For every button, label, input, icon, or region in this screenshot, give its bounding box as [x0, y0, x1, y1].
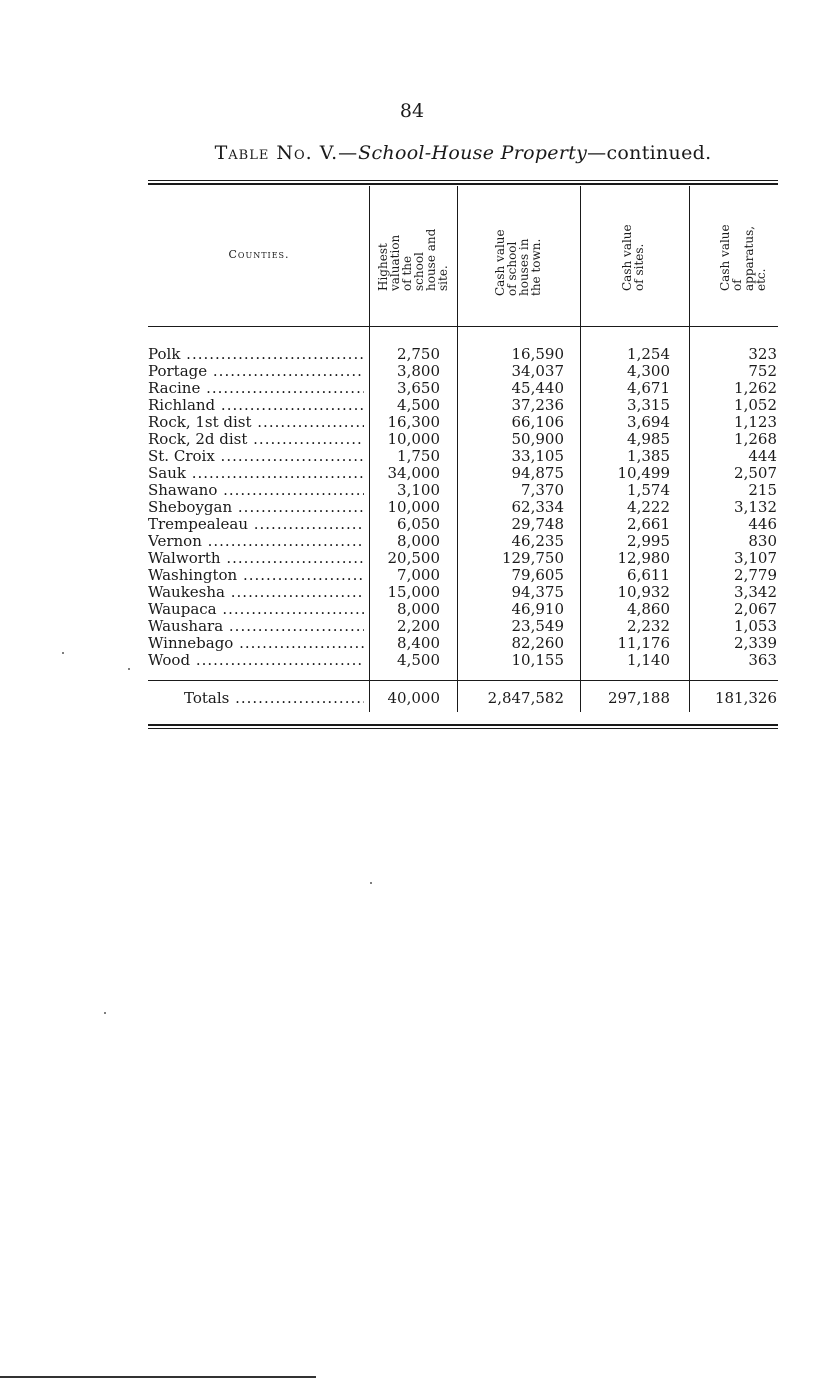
- bottom-rule: [148, 724, 778, 726]
- scan-edge-line: [0, 1376, 316, 1378]
- county-name: Sheboygan .....: [148, 499, 364, 516]
- top-rule: [148, 180, 778, 181]
- header-rule: [148, 326, 778, 327]
- table-row: [148, 363, 778, 380]
- county-name: Racine .....: [148, 380, 364, 397]
- cash-value-apparatus: 2,507: [734, 464, 777, 482]
- cash-value-apparatus: 1,053: [734, 617, 777, 635]
- table-row: [148, 584, 778, 601]
- highest-valuation: 16,300: [387, 413, 440, 431]
- scan-speck: [104, 1012, 106, 1014]
- totals-highest-valuation: 40,000: [387, 689, 440, 707]
- table-row: [148, 448, 778, 465]
- cash-value-houses: 37,236: [511, 396, 564, 414]
- cash-value-houses: 29,748: [511, 515, 564, 533]
- cash-value-apparatus: 215: [748, 481, 777, 499]
- cash-value-apparatus: 1,268: [734, 430, 777, 448]
- totals-cash-value-houses: 2,847,582: [487, 689, 564, 707]
- table-title: [150, 142, 776, 164]
- table-row: [148, 550, 778, 567]
- cash-value-sites: 1,385: [627, 447, 670, 465]
- cash-value-houses: 46,910: [511, 600, 564, 618]
- totals-cash-value-apparatus: 181,326: [714, 689, 777, 707]
- county-name: Shawano .....: [148, 482, 364, 499]
- county-name: Waupaca .....: [148, 601, 364, 618]
- cash-value-houses: 94,875: [511, 464, 564, 482]
- cash-value-sites: 1,574: [627, 481, 670, 499]
- county-name: Trempealeau .....: [148, 516, 364, 533]
- county-name: Waukesha .....: [148, 584, 364, 601]
- cash-value-houses: 129,750: [501, 549, 564, 567]
- cash-value-apparatus: 2,779: [734, 566, 777, 584]
- title-subject: School-House Property: [358, 142, 588, 164]
- cash-value-apparatus: 323: [748, 345, 777, 363]
- header-cash-value-houses: Cash value of school houses in the town.: [493, 229, 543, 296]
- table-row: [148, 601, 778, 618]
- cash-value-sites: 10,932: [617, 583, 670, 601]
- highest-valuation: 10,000: [387, 498, 440, 516]
- highest-valuation: 34,000: [387, 464, 440, 482]
- cash-value-sites: 11,176: [617, 634, 670, 652]
- cash-value-houses: 33,105: [511, 447, 564, 465]
- county-name: Richland .....: [148, 397, 364, 414]
- cash-value-apparatus: 1,262: [734, 379, 777, 397]
- cash-value-apparatus: 444: [748, 447, 777, 465]
- county-name: Washington .....: [148, 567, 364, 584]
- cash-value-sites: 2,995: [627, 532, 670, 550]
- cash-value-houses: 94,375: [511, 583, 564, 601]
- highest-valuation: 7,000: [397, 566, 440, 584]
- table-row: [148, 635, 778, 652]
- table-row: [148, 533, 778, 550]
- highest-valuation: 2,200: [397, 617, 440, 635]
- cash-value-houses: 34,037: [511, 362, 564, 380]
- totals-cash-value-sites: 297,188: [607, 689, 670, 707]
- county-name: Polk .....: [148, 346, 364, 363]
- county-name: Wood .....: [148, 652, 364, 669]
- highest-valuation: 3,100: [397, 481, 440, 499]
- highest-valuation: 6,050: [397, 515, 440, 533]
- cash-value-sites: 2,661: [627, 515, 670, 533]
- cash-value-houses: 7,370: [521, 481, 564, 499]
- table-row: [148, 516, 778, 533]
- county-name: Walworth .....: [148, 550, 364, 567]
- scan-speck: [128, 668, 130, 670]
- cash-value-sites: 4,860: [627, 600, 670, 618]
- totals-label: Totals .....: [184, 688, 364, 708]
- cash-value-sites: 4,300: [627, 362, 670, 380]
- header-cash-value-sites: Cash value of sites.: [620, 224, 646, 291]
- county-name: Rock, 1st dist .....: [148, 414, 364, 431]
- highest-valuation: 1,750: [397, 447, 440, 465]
- highest-valuation: 20,500: [387, 549, 440, 567]
- cash-value-sites: 2,232: [627, 617, 670, 635]
- highest-valuation: 4,500: [397, 396, 440, 414]
- table-row: [148, 397, 778, 414]
- cash-value-apparatus: 1,123: [734, 413, 777, 431]
- cash-value-houses: 16,590: [511, 345, 564, 363]
- cash-value-sites: 1,140: [627, 651, 670, 669]
- highest-valuation: 15,000: [387, 583, 440, 601]
- table-row: [148, 618, 778, 635]
- cash-value-sites: 4,222: [627, 498, 670, 516]
- highest-valuation: 8,400: [397, 634, 440, 652]
- table-row: [148, 499, 778, 516]
- title-prefix: Table No. V.—: [214, 142, 359, 164]
- county-name: Winnebago .....: [148, 635, 364, 652]
- table-row: [148, 346, 778, 363]
- cash-value-sites: 3,315: [627, 396, 670, 414]
- cash-value-apparatus: 3,342: [734, 583, 777, 601]
- table-row: [148, 652, 778, 669]
- highest-valuation: 8,000: [397, 600, 440, 618]
- county-name: Sauk .....: [148, 465, 364, 482]
- table-row: [148, 465, 778, 482]
- cash-value-sites: 6,611: [627, 566, 670, 584]
- cash-value-apparatus: 830: [748, 532, 777, 550]
- cash-value-houses: 62,334: [511, 498, 564, 516]
- county-name: Portage .....: [148, 363, 364, 380]
- table-row: [148, 380, 778, 397]
- highest-valuation: 3,800: [397, 362, 440, 380]
- table-row: [148, 482, 778, 499]
- highest-valuation: 4,500: [397, 651, 440, 669]
- cash-value-apparatus: 752: [748, 362, 777, 380]
- table-row: [148, 414, 778, 431]
- county-name: Waushara .....: [148, 618, 364, 635]
- page-number: 84: [399, 100, 425, 122]
- county-name: Vernon .....: [148, 533, 364, 550]
- cash-value-sites: 4,985: [627, 430, 670, 448]
- cash-value-apparatus: 2,067: [734, 600, 777, 618]
- cash-value-houses: 50,900: [511, 430, 564, 448]
- cash-value-houses: 45,440: [511, 379, 564, 397]
- cash-value-houses: 79,605: [511, 566, 564, 584]
- cash-value-sites: 10,499: [617, 464, 670, 482]
- cash-value-sites: 3,694: [627, 413, 670, 431]
- highest-valuation: 10,000: [387, 430, 440, 448]
- totals-row: [148, 688, 778, 708]
- scan-speck: [370, 882, 372, 884]
- cash-value-houses: 82,260: [511, 634, 564, 652]
- header-counties: Counties.: [228, 248, 290, 261]
- cash-value-apparatus: 3,132: [734, 498, 777, 516]
- cash-value-sites: 1,254: [627, 345, 670, 363]
- county-name: St. Croix .....: [148, 448, 364, 465]
- cash-value-apparatus: 1,052: [734, 396, 777, 414]
- totals-rule: [148, 680, 778, 681]
- cash-value-apparatus: 2,339: [734, 634, 777, 652]
- cash-value-houses: 46,235: [511, 532, 564, 550]
- cash-value-sites: 4,671: [627, 379, 670, 397]
- highest-valuation: 2,750: [397, 345, 440, 363]
- cash-value-apparatus: 363: [748, 651, 777, 669]
- header-cash-value-apparatus: Cash value of apparatus, etc.: [718, 224, 768, 291]
- cash-value-apparatus: 3,107: [734, 549, 777, 567]
- scan-speck: [62, 652, 64, 654]
- cash-value-sites: 12,980: [617, 549, 670, 567]
- table-row: [148, 431, 778, 448]
- table-row: [148, 567, 778, 584]
- cash-value-houses: 23,549: [511, 617, 564, 635]
- top-rule-2: [148, 183, 778, 185]
- cash-value-houses: 66,106: [511, 413, 564, 431]
- county-name: Rock, 2d dist .....: [148, 431, 364, 448]
- school-property-table: [148, 186, 778, 716]
- cash-value-houses: 10,155: [511, 651, 564, 669]
- header-highest-valuation: Highest valuation of the school house and site.: [376, 228, 450, 291]
- highest-valuation: 3,650: [397, 379, 440, 397]
- highest-valuation: 8,000: [397, 532, 440, 550]
- bottom-rule-2: [148, 728, 778, 729]
- cash-value-apparatus: 446: [748, 515, 777, 533]
- title-suffix: —continued.: [587, 142, 712, 164]
